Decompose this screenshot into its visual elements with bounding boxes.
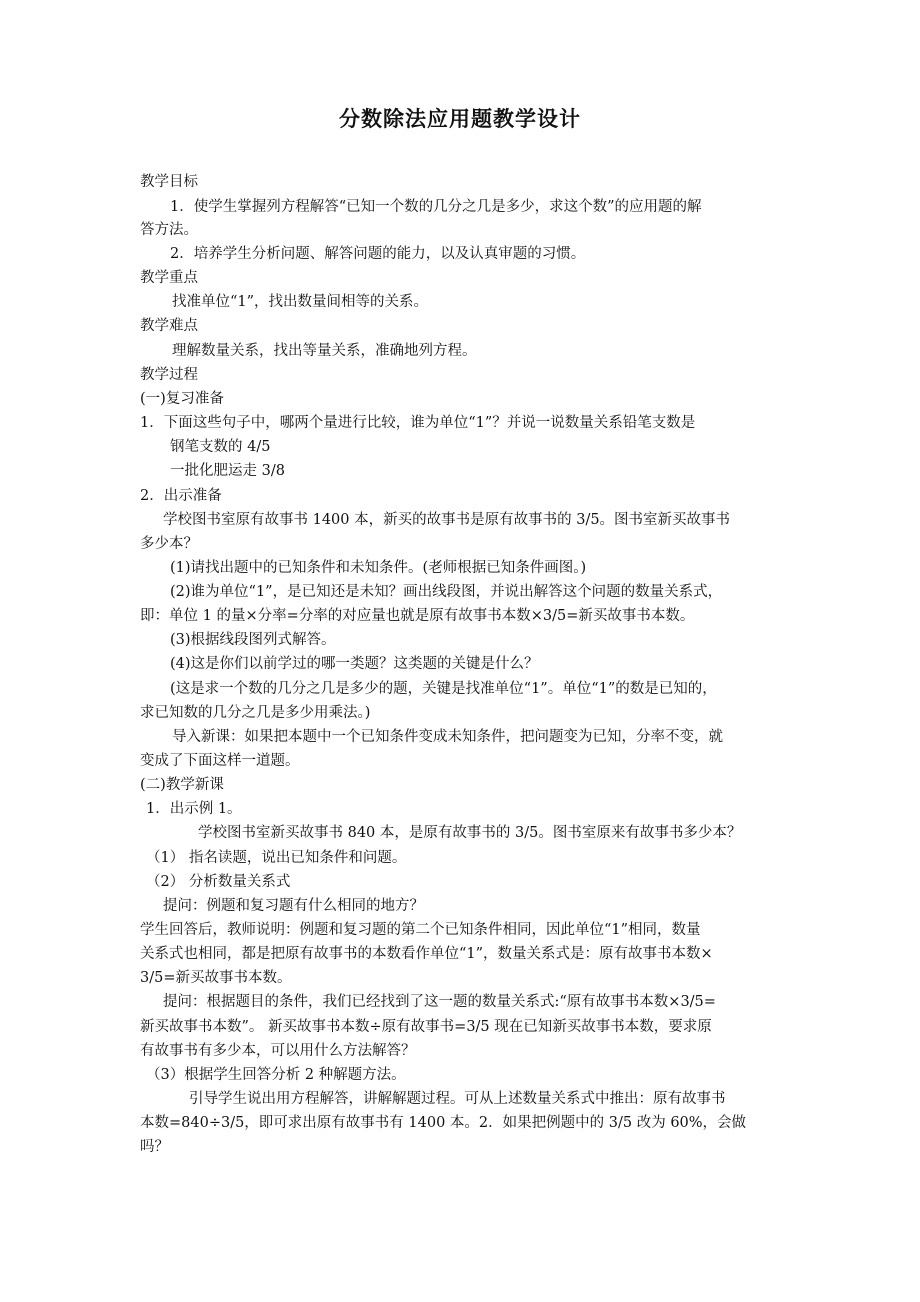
paragraph-line: 提问：根据题目的条件，我们已经找到了这一题的数量关系式:“原有故事书本数×3/5= xyxy=(163,994,716,1010)
paragraph-line: 学生回答后，教师说明：例题和复习题的第二个已知条件相同，因此单位“1”相同，数量 xyxy=(140,922,701,938)
paragraph-line: 新买故事书本数”。 新买故事书本数÷原有故事书=3/5 现在已知新买故事书本数，要求原 xyxy=(140,1019,712,1035)
paragraph-line: 理解数量关系，找出等量关系，准确地列方程。 xyxy=(172,343,477,359)
heading-key-points: 教学重点 xyxy=(140,270,198,286)
page-title: 分数除法应用题教学设计 xyxy=(339,106,581,131)
paragraph-line: 学校图书室原有故事书 1400 本，新买的故事书是原有故事书的 3/5。图书室新买故事书 xyxy=(163,512,731,528)
paragraph-line: (1)请找出题中的已知条件和未知条件。(老师根据已知条件画图。) xyxy=(170,560,587,576)
paragraph-line: 答方法。 xyxy=(140,222,198,238)
paragraph-line: 多少本？ xyxy=(140,536,198,552)
paragraph-line: (3)根据线段图列式解答。 xyxy=(170,632,336,648)
paragraph-line: 钢笔支数的 4/5 xyxy=(170,439,271,455)
paragraph-line: 1．下面这些句子中，哪两个量进行比较，谁为单位“1”？并说一说数量关系铅笔支数是 xyxy=(140,415,696,431)
paragraph-line: 2．出示准备 xyxy=(140,488,222,504)
paragraph-line: 本数=840÷3/5，即可求出原有故事书有 1400 本。2．如果把例题中的 3/5 改为 60%，会做 xyxy=(140,1115,747,1131)
paragraph-line: 引导学生说出用方程解答，讲解解题过程。可从上述数量关系式中推出：原有故事书 xyxy=(189,1091,726,1107)
paragraph-line: （3）根据学生回答分析 2 种解题方法。 xyxy=(146,1067,406,1083)
paragraph-line: 导入新课：如果把本题中一个已知条件变成未知条件，把问题变为已知，分率不变，就 xyxy=(172,729,723,745)
paragraph-line: 找准单位“1”，找出数量间相等的关系。 xyxy=(172,294,429,310)
paragraph-line: 一批化肥运走 3/8 xyxy=(170,463,285,479)
heading-objectives: 教学目标 xyxy=(140,174,198,190)
paragraph-line: （1） 指名读题，说出已知条件和问题。 xyxy=(146,850,407,866)
paragraph-line: 变成了下面这样一道题。 xyxy=(140,753,300,769)
paragraph-line: (4)这是你们以前学过的哪一类题？这类题的关键是什么？ xyxy=(170,656,539,672)
paragraph-line: (这是求一个数的几分之几是多少的题，关键是找准单位“1”。单位“1”的数是已知的， xyxy=(170,681,717,697)
paragraph-line: 求已知数的几分之几是多少用乘法。) xyxy=(140,705,371,721)
section-review: (一)复习准备 xyxy=(140,391,224,407)
paragraph-line: 关系式也相同，都是把原有故事书的本数看作单位“1”，数量关系式是：原有故事书本数× xyxy=(140,946,713,962)
paragraph-line: 3/5=新买故事书本数。 xyxy=(140,970,292,986)
section-new-lesson: (二)教学新课 xyxy=(140,777,224,793)
paragraph-line: 2．培养学生分析问题、解答问题的能力，以及认真审题的习惯。 xyxy=(170,246,586,262)
paragraph-line: 1．使学生掌握列方程解答“已知一个数的几分之几是多少，求这个数”的应用题的解 xyxy=(170,199,702,215)
paragraph-line: 有故事书有多少本，可以用什么方法解答？ xyxy=(140,1043,416,1059)
paragraph-line: （2） 分析数量关系式 xyxy=(146,874,291,890)
paragraph-line: (2)谁为单位“1”，是已知还是未知？画出线段图，并说出解答这个问题的数量关系式， xyxy=(170,584,723,600)
paragraph-line: 1．出示例 1。 xyxy=(146,801,242,817)
paragraph-line: 提问：例题和复习题有什么相同的地方？ xyxy=(163,898,424,914)
heading-process: 教学过程 xyxy=(140,367,198,383)
paragraph-line: 吗？ xyxy=(140,1139,169,1155)
heading-difficulties: 教学难点 xyxy=(140,318,198,334)
paragraph-line: 学校图书室新买故事书 840 本，是原有故事书的 3/5。图书室原来有故事书多少本？ xyxy=(198,825,742,841)
paragraph-line: 即：单位 1 的量×分率=分率的对应量也就是原有故事书本数×3/5=新买故事书本数。 xyxy=(140,608,695,624)
